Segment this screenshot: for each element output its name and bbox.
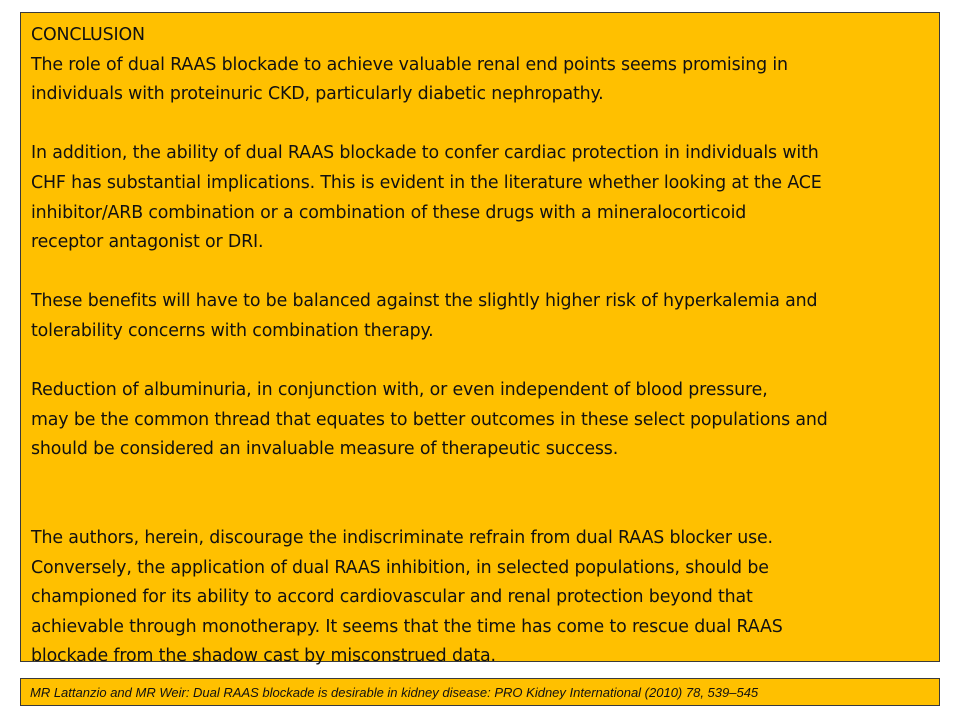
- text-line: may be the common thread that equates to better outcomes in these select populations and: [31, 409, 828, 430]
- text-line: receptor antagonist or DRI.: [31, 232, 264, 253]
- text-line: The role of dual RAAS blockade to achieve valuable renal end points seems promising in: [31, 54, 788, 75]
- text-line: The authors, herein, discourage the indiscriminate refrain from dual RAAS blocker use.: [31, 528, 773, 549]
- text-line: blockade from the shadow cast by misconstrued data.: [31, 646, 496, 667]
- paragraph-renal-endpoints: [31, 51, 931, 110]
- text-line: inhibitor/ARB combination or a combination of these drugs with a mineralocorticoid: [31, 202, 747, 223]
- paragraph-spacer: [31, 347, 931, 377]
- text-line: Conversely, the application of dual RAAS inhibition, in selected populations, should be: [31, 557, 769, 578]
- paragraph-spacer: [31, 465, 931, 524]
- conclusion-box: [20, 12, 940, 667]
- paragraph-albuminuria: [31, 376, 931, 465]
- text-line: tolerability concerns with combination therapy.: [31, 320, 434, 341]
- paragraph-cardiac-protection: [31, 139, 931, 257]
- conclusion-heading: CONCLUSION: [31, 25, 145, 45]
- text-line: These benefits will have to be balanced against the slightly higher risk of hyperkalemia and: [31, 291, 818, 312]
- text-line: individuals with proteinuric CKD, particularly diabetic nephropathy.: [31, 84, 604, 105]
- paragraph-spacer: [31, 110, 931, 140]
- text-line: should be considered an invaluable measure of therapeutic success.: [31, 439, 619, 460]
- paragraph-spacer: [31, 258, 931, 288]
- text-line: CHF has substantial implications. This is evident in the literature whether looking at the ACE: [31, 172, 822, 193]
- citation-text: MR Lattanzio and MR Weir: Dual RAAS blockade is desirable in kidney disease: PRO Kidney International (2010) 78, 539–545: [30, 685, 759, 700]
- citation-box: [20, 678, 940, 706]
- text-line: championed for its ability to accord cardiovascular and renal protection beyond that: [31, 587, 753, 608]
- text-line: Reduction of albuminuria, in conjunction with, or even independent of blood pressure,: [31, 380, 768, 401]
- paragraph-authors-recommendation: [31, 524, 931, 672]
- paragraph-hyperkalemia-risk: [31, 287, 931, 346]
- text-line: achievable through monotherapy. It seems that the time has come to rescue dual RAAS: [31, 616, 783, 637]
- text-line: In addition, the ability of dual RAAS blockade to confer cardiac protection in individuals with: [31, 143, 819, 164]
